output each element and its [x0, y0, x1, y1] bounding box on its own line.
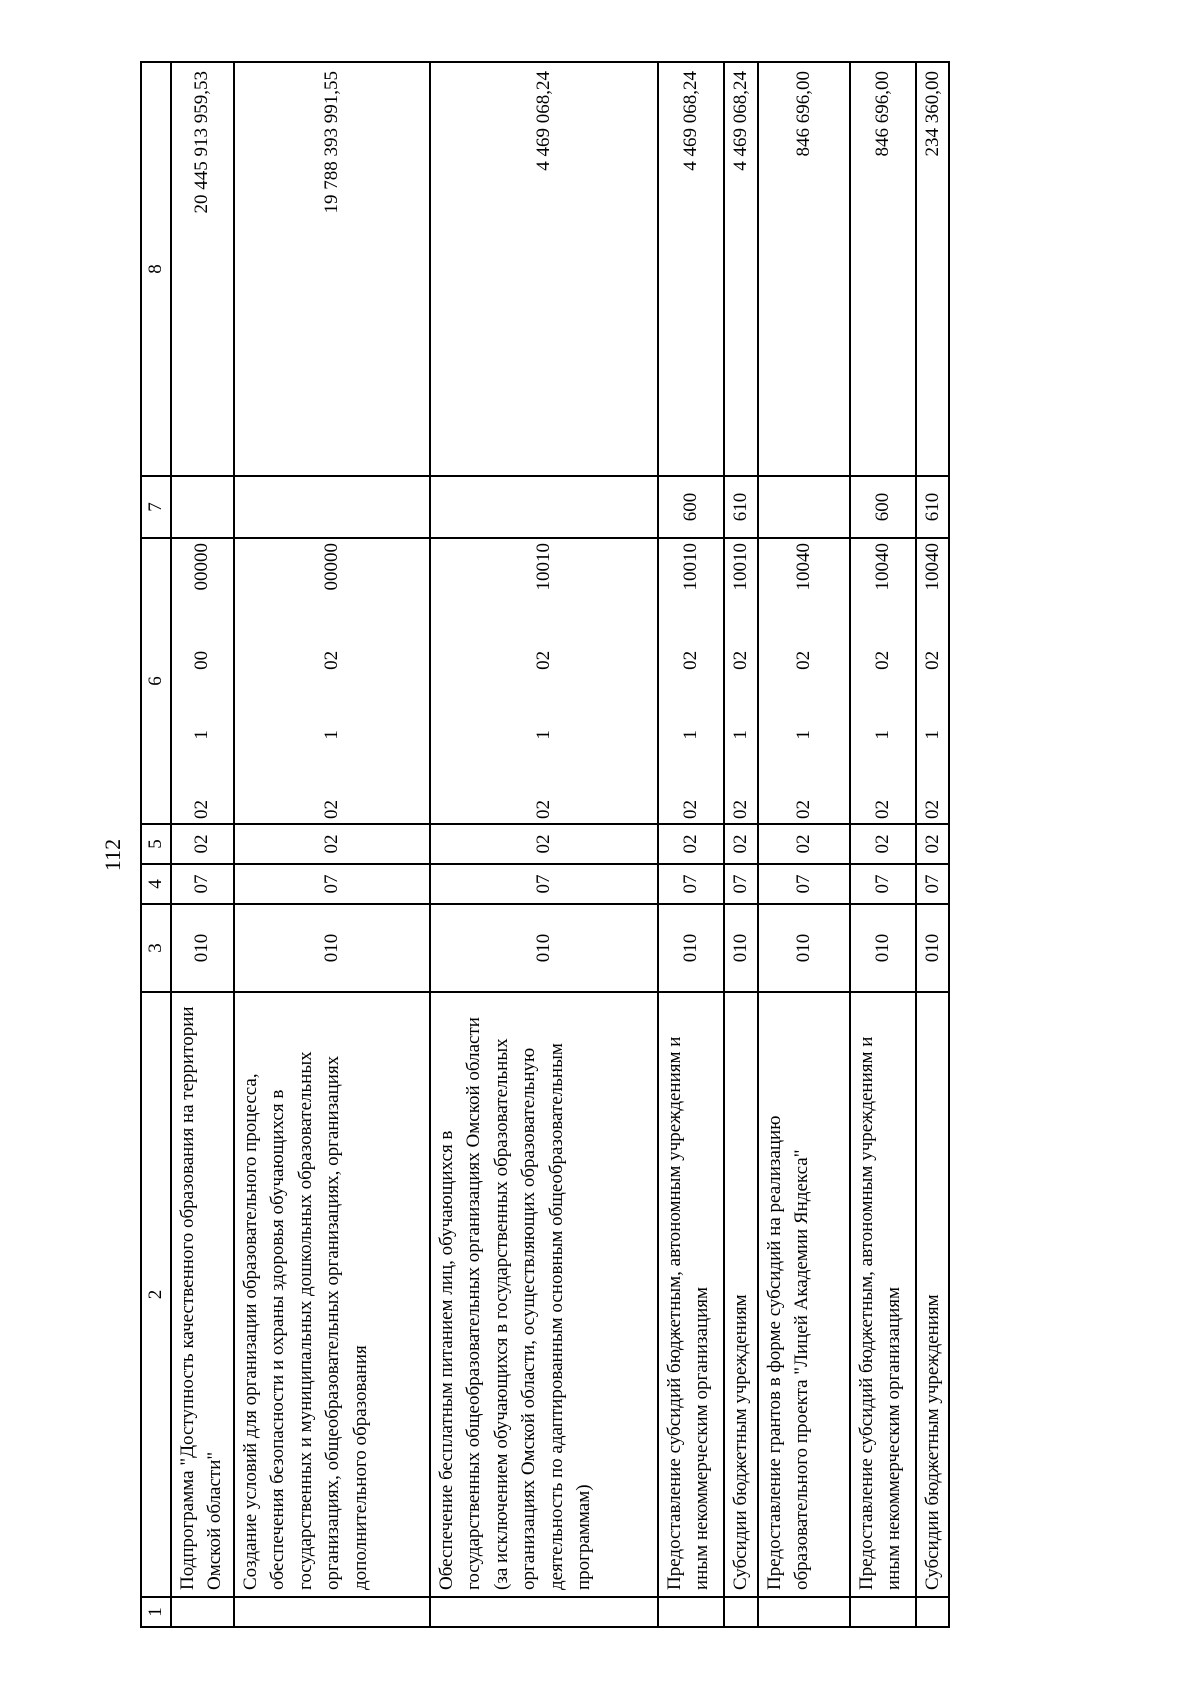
code-col-5: 02 [234, 824, 430, 864]
code-col-4: 07 [724, 864, 758, 904]
code-part: 02 [191, 800, 213, 819]
row-name-cell: Создание условий для организации образовательного процесса, обеспечения безопасности и охраны здоровья обучающихся в государственных и муниципальных дошкольных образовательных организациях, общеобразовательных организациях, организациях дополнительного образования [234, 992, 430, 1597]
code-part: 02 [679, 650, 701, 670]
table-row [234, 62, 430, 1627]
code-col-4: 07 [850, 864, 916, 904]
code-col-3: 010 [171, 904, 234, 992]
code-part: 10010 [729, 543, 751, 591]
code-part: 10010 [679, 543, 701, 591]
code-col-7: 600 [658, 476, 724, 538]
code-part: 02 [921, 800, 943, 819]
header-row [141, 62, 171, 1627]
amount-cell: 234 360,00 [916, 62, 950, 476]
code-col-4: 07 [758, 864, 850, 904]
table-row [850, 62, 916, 1627]
code-col-6 [758, 538, 850, 824]
table-row [171, 62, 234, 1627]
code-col-6 [724, 538, 758, 824]
code-col-5: 02 [171, 824, 234, 864]
code-col-3: 010 [430, 904, 658, 992]
row-name-cell: Предоставление грантов в форме субсидий на реализацию образовательного проекта "Лицей Академии Яндекса" [758, 992, 850, 1597]
code-col-4: 07 [171, 864, 234, 904]
header-col-7: 7 [141, 476, 171, 538]
header-col-6: 6 [141, 538, 171, 824]
code-part: 02 [792, 650, 814, 670]
code-part: 10040 [921, 543, 943, 591]
amount-cell: 4 469 068,24 [658, 62, 724, 476]
header-col-1: 1 [141, 1597, 171, 1627]
row-name-cell: Субсидии бюджетным учреждениям [724, 992, 758, 1597]
code-col-6 [850, 538, 916, 824]
amount-cell: 19 788 393 991,55 [234, 62, 430, 476]
row-marker-cell [171, 1597, 234, 1627]
code-part: 02 [729, 650, 751, 670]
code-col-4: 07 [234, 864, 430, 904]
code-part: 02 [921, 650, 943, 670]
header-col-4: 4 [141, 864, 171, 904]
code-part: 1 [532, 730, 554, 740]
row-name-cell: Предоставление субсидий бюджетным, автономным учреждениям и иным некоммерческим организациям [850, 992, 916, 1597]
code-col-5: 02 [916, 824, 950, 864]
code-part: 1 [729, 730, 751, 740]
code-col-3: 010 [758, 904, 850, 992]
code-part: 1 [921, 730, 943, 740]
header-col-3: 3 [141, 904, 171, 992]
code-part: 02 [871, 800, 893, 819]
code-col-3: 010 [724, 904, 758, 992]
code-col-5: 02 [658, 824, 724, 864]
code-col-3: 010 [234, 904, 430, 992]
code-col-5: 02 [724, 824, 758, 864]
row-marker-cell [430, 1597, 658, 1627]
code-part: 00000 [320, 543, 342, 591]
code-part: 02 [871, 650, 893, 670]
code-part: 1 [191, 730, 213, 740]
row-marker-cell [758, 1597, 850, 1627]
code-col-6 [658, 538, 724, 824]
code-part: 02 [729, 800, 751, 819]
row-marker-cell [850, 1597, 916, 1627]
row-name-cell: Предоставление субсидий бюджетным, автономным учреждениям и иным некоммерческим организациям [658, 992, 724, 1597]
code-part: 10040 [871, 543, 893, 591]
row-marker-cell [658, 1597, 724, 1627]
code-col-7: 600 [850, 476, 916, 538]
row-marker-cell [234, 1597, 430, 1627]
code-col-7 [430, 476, 658, 538]
code-col-5: 02 [758, 824, 850, 864]
table-row [658, 62, 724, 1627]
code-col-6 [916, 538, 950, 824]
code-part: 1 [320, 730, 342, 740]
code-col-4: 07 [658, 864, 724, 904]
code-part: 02 [679, 800, 701, 819]
code-part: 10040 [792, 543, 814, 591]
budget-table [140, 61, 950, 1628]
page-number: 112 [100, 838, 125, 872]
code-col-7 [758, 476, 850, 538]
row-name-cell: Обеспечение бесплатным питанием лиц, обучающихся в государственных общеобразовательных организациях Омской области (за исключением обучающихся в государственных образовательных организациях Омской области, осуществляющих образовательную деятельность по адаптированным основным общеобразовательным программам) [430, 992, 658, 1597]
code-part: 00000 [191, 543, 213, 591]
header-col-2: 2 [141, 992, 171, 1597]
amount-cell: 20 445 913 959,53 [171, 62, 234, 476]
code-col-7 [171, 476, 234, 538]
code-part: 10010 [532, 543, 554, 591]
code-part: 00 [191, 650, 213, 670]
code-part: 1 [792, 730, 814, 740]
code-col-6 [171, 538, 234, 824]
code-col-7: 610 [724, 476, 758, 538]
code-part: 02 [532, 650, 554, 670]
code-col-5: 02 [850, 824, 916, 864]
code-col-4: 07 [916, 864, 950, 904]
code-part: 1 [679, 730, 701, 740]
row-marker-cell [724, 1597, 758, 1627]
code-part: 02 [792, 800, 814, 819]
code-col-7: 610 [916, 476, 950, 538]
table-row [724, 62, 758, 1627]
header-col-5: 5 [141, 824, 171, 864]
amount-cell: 846 696,00 [850, 62, 916, 476]
amount-cell: 4 469 068,24 [430, 62, 658, 476]
code-col-6 [430, 538, 658, 824]
code-col-3: 010 [916, 904, 950, 992]
row-name-cell: Подпрограмма "Доступность качественного образования на территории Омской области" [171, 992, 234, 1597]
code-part: 1 [871, 730, 893, 740]
code-part: 02 [320, 650, 342, 670]
code-col-7 [234, 476, 430, 538]
code-col-3: 010 [850, 904, 916, 992]
amount-cell: 4 469 068,24 [724, 62, 758, 476]
code-col-3: 010 [658, 904, 724, 992]
table-row [916, 62, 950, 1627]
code-part: 02 [320, 800, 342, 819]
table-row [758, 62, 850, 1627]
code-col-5: 02 [430, 824, 658, 864]
code-col-4: 07 [430, 864, 658, 904]
code-col-6 [234, 538, 430, 824]
header-col-8: 8 [141, 62, 171, 476]
table-row [430, 62, 658, 1627]
amount-cell: 846 696,00 [758, 62, 850, 476]
row-name-cell: Субсидии бюджетным учреждениям [916, 992, 950, 1597]
code-part: 02 [532, 800, 554, 819]
row-marker-cell [916, 1597, 950, 1627]
